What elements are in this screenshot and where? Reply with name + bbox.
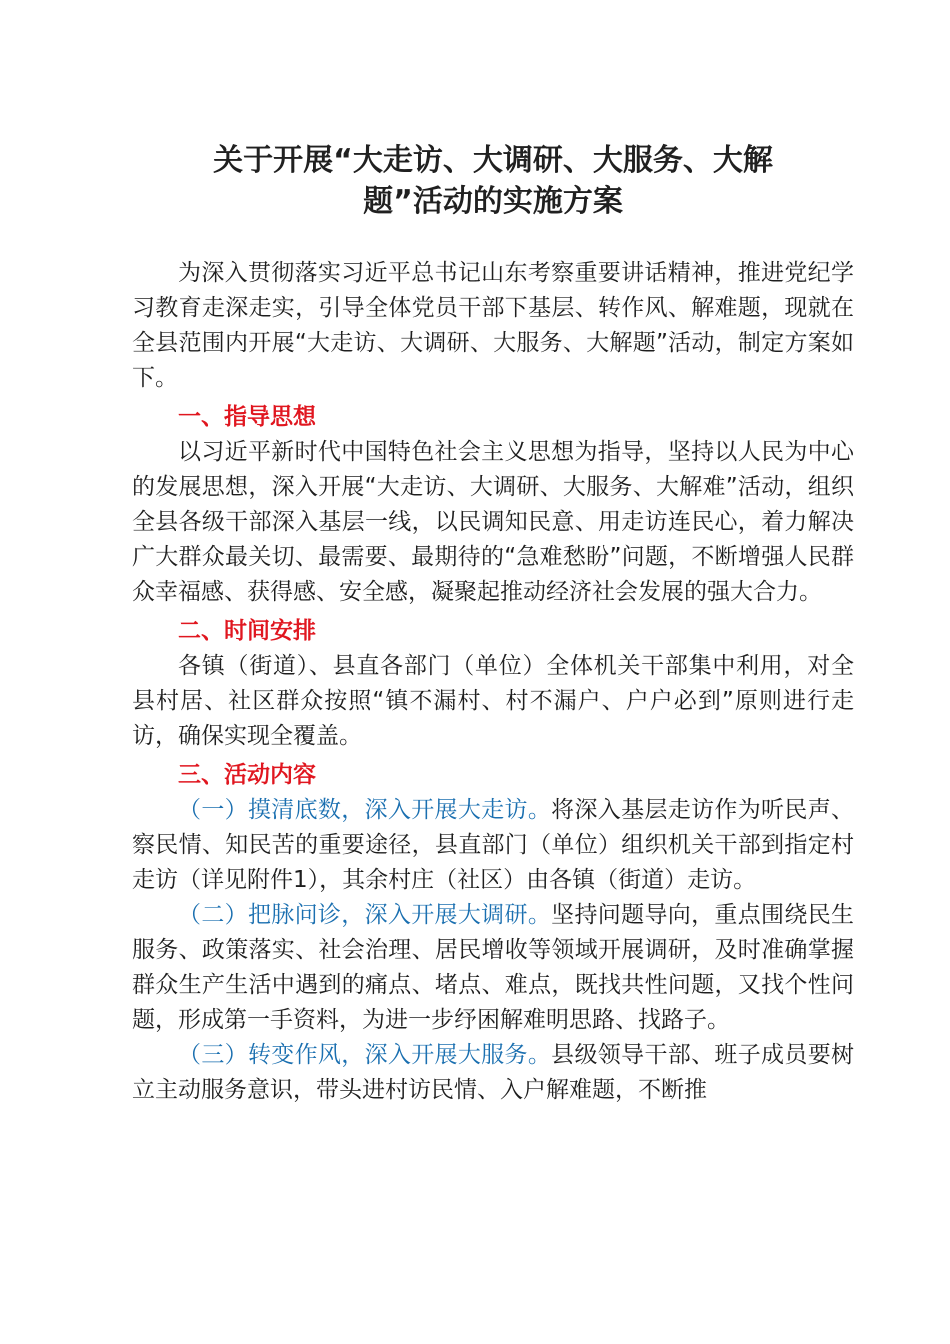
activity-item-text: 坚持问题导向，重点围绕民生服务、政策落实、社会治理、居民增收等领域开展调研，及时准确掌握群众生产生活中遇到的痛点、堵点、难点，既找共性问题，又找个性问题，形成第一手资料，为进一步纾困解难明思路、找路子。	[132, 902, 855, 1033]
title-line-2: 题”活动的实施方案	[363, 184, 623, 219]
document-page	[132, 140, 854, 1108]
activity-item-text: 将深入基层走访作为听民声、察民情、知民苦的重要途径，县直部门（单位）组织机关干部到指定村走访（详见附件1），其余村庄（社区）由各镇（街道）走访。	[132, 797, 855, 893]
activity-item-visits	[132, 793, 854, 898]
activity-item-lead: （二）把脉问诊，深入开展大调研。	[178, 902, 552, 928]
activity-item-service	[132, 1038, 854, 1108]
section-body-guiding-ideology: 以习近平新时代中国特色社会主义思想为指导，坚持以人民为中心的发展思想，深入开展“大走访、大调研、大服务、大解难”活动，组织全县各级干部深入基层一线，以民调知民意、用走访连民心，着力解决广大群众最关切、最需要、最期待的“急难愁盼”问题，不断增强人民群众幸福感、获得感、安全感，凝聚起推动经济社会发展的强大合力。	[132, 439, 854, 605]
activity-item-lead: （一）摸清底数，深入开展大走访。	[178, 797, 552, 823]
section-heading-activities: 三、活动内容	[178, 762, 316, 788]
section-heading-schedule: 二、时间安排	[178, 618, 316, 644]
document-title	[132, 140, 854, 222]
section-heading-guiding-ideology: 一、指导思想	[178, 404, 316, 430]
title-line-1: 关于开展“大走访、大调研、大服务、大解	[213, 143, 773, 178]
activity-item-research	[132, 898, 854, 1038]
activity-item-text: 县级领导干部、班子成员要树立主动服务意识，带头进村访民情、入户解难题，不断推	[132, 1042, 855, 1103]
intro-paragraph: 为深入贯彻落实习近平总书记山东考察重要讲话精神，推进党纪学习教育走深走实，引导全体党员干部下基层、转作风、解难题，现就在全县范围内开展“大走访、大调研、大服务、大解题”活动，制定方案如下。	[132, 260, 854, 391]
activity-item-lead: （三）转变作风，深入开展大服务。	[178, 1042, 552, 1068]
section-body-schedule: 各镇（街道）、县直各部门（单位）全体机关干部集中利用，对全县村居、社区群众按照“镇不漏村、村不漏户、户户必到”原则进行走访，确保实现全覆盖。	[132, 653, 854, 749]
